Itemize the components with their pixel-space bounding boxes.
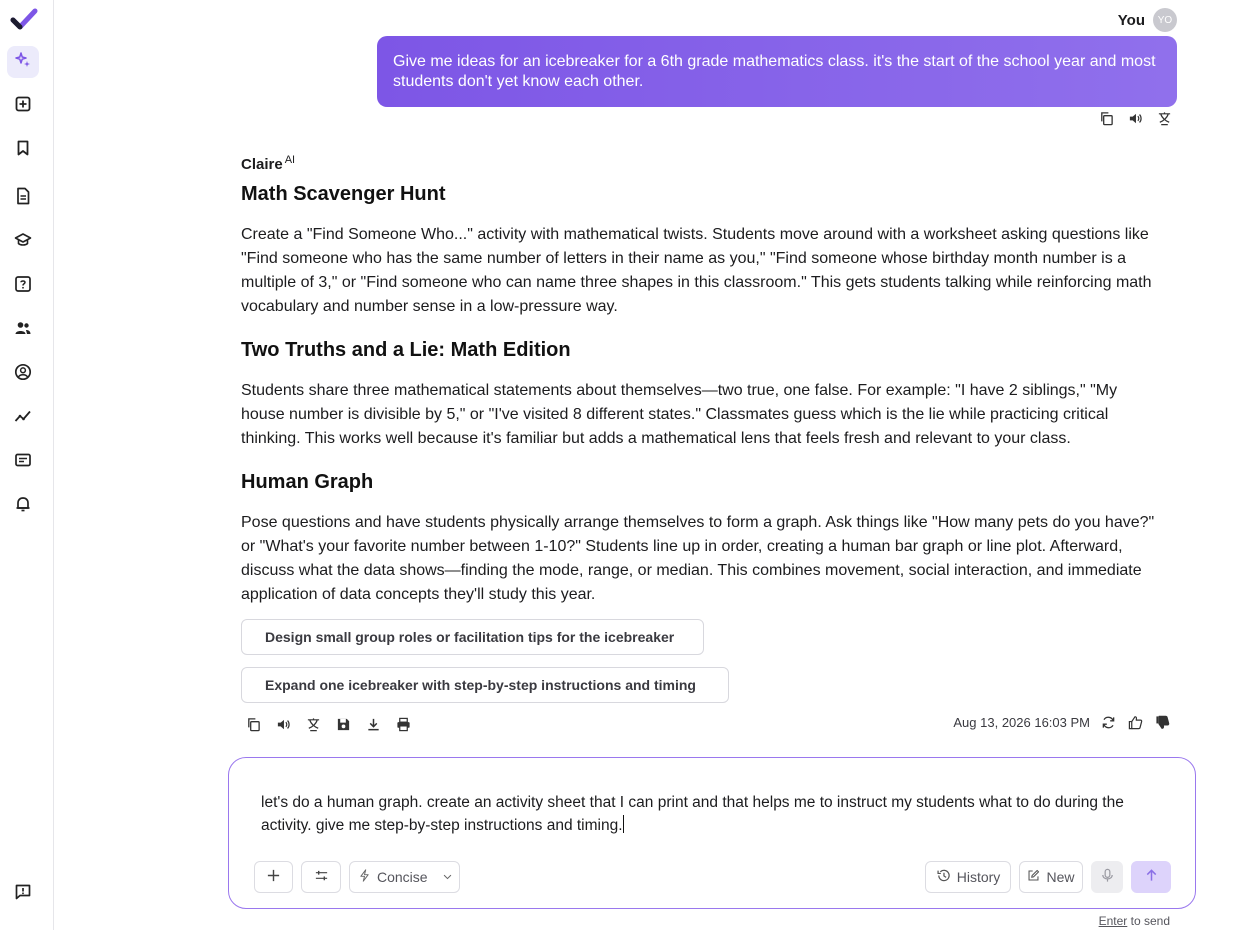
copy-icon[interactable]: [245, 716, 262, 733]
translate-icon[interactable]: [1156, 110, 1173, 127]
section-heading: Math Scavenger Hunt: [241, 183, 446, 205]
section-heading: Two Truths and a Lie: Math Edition: [241, 339, 571, 361]
send-button[interactable]: [1131, 861, 1171, 893]
bookmark-icon: [14, 139, 32, 162]
sidebar-item-users[interactable]: [7, 314, 39, 346]
message-input-text: let's do a human graph. create an activity sheet that I can print and that helps me to instruct my students what to do during the activity. give me step-by-step instructions and timing.: [261, 794, 1124, 834]
plus-icon: [266, 868, 281, 886]
sparkle-icon: [14, 51, 32, 74]
edit-icon: [1027, 869, 1040, 885]
user-message-bubble: Give me ideas for an icebreaker for a 6th grade mathematics class. it's the start of the school year and most students don't yet know each other.: [377, 36, 1177, 107]
sidebar-item-courses[interactable]: [7, 226, 39, 258]
enter-key-label: Enter: [1098, 914, 1128, 928]
speaker-icon[interactable]: [1127, 110, 1144, 127]
sidebar-item-new-document[interactable]: [7, 90, 39, 122]
add-doc-icon: [14, 95, 32, 118]
chevron-down-icon: [442, 869, 453, 885]
ai-message-actions: [245, 716, 412, 733]
sidebar-item-folders[interactable]: [7, 446, 39, 478]
sidebar-item-documents[interactable]: [7, 182, 39, 214]
suggestion-button[interactable]: Expand one icebreaker with step-by-step instructions and timing: [241, 667, 729, 703]
microphone-icon: [1100, 868, 1115, 886]
avatar: YO: [1153, 8, 1177, 32]
download-icon[interactable]: [365, 716, 382, 733]
lightning-icon: [358, 869, 371, 885]
section-heading: Human Graph: [241, 471, 374, 493]
send-hint-text: to send: [1127, 914, 1170, 928]
history-label: History: [956, 869, 1001, 885]
sidebar-item-feedback[interactable]: [7, 878, 39, 910]
translate-icon[interactable]: [305, 716, 322, 733]
section-body: Students share three mathematical statements about themselves—two true, one false. For example: "I have 2 siblings," "My house number is divisible by 5," or "I've visited 8 different states." Classmates guess which is the lie while practicing critical thinking. This works well because it's familiar but adds a mathematical lens that feels fresh and relevant to your class.: [241, 382, 1118, 447]
arrow-up-icon: [1144, 868, 1159, 886]
help-icon: [14, 275, 32, 298]
message-input[interactable]: [261, 791, 1171, 837]
sidebar-item-analytics[interactable]: [7, 402, 39, 434]
profile-icon: [14, 363, 32, 386]
document-icon: [14, 187, 32, 210]
history-icon: [936, 868, 951, 886]
section-body: Pose questions and have students physically arrange themselves to form a graph. Ask things like "How many pets do you have?" or "What's your favorite number between 1-10?" Students line up in order, creating a human bar graph or line plot. Afterward, discuss what the data shows—finding the mode, range, or median. This combines movement, social interaction, and immediate application of data concepts they'll study this year.: [241, 514, 1155, 603]
ai-sender-name: [241, 154, 1161, 173]
sidebar: [0, 0, 54, 930]
suggestion-button[interactable]: Design small group roles or facilitation tips for the icebreaker: [241, 619, 704, 655]
section-body: Create a "Find Someone Who..." activity with mathematical twists. Students move around with a worksheet asking questions like "Find someone who has the same number of letters in their name as you," "Find someone whose birthday month number is a multiple of 3," or "Find someone who can name three shapes in this classroom." This gets students talking while reinforcing math vocabulary and number sense in a low-pressure way.: [241, 226, 1152, 315]
sidebar-item-help[interactable]: [7, 270, 39, 302]
send-hint: [1099, 914, 1170, 928]
ai-name-text: Claire: [241, 156, 283, 173]
feedback-icon: [14, 883, 32, 906]
regenerate-icon[interactable]: [1100, 714, 1117, 731]
speaker-icon[interactable]: [275, 716, 292, 733]
response-mode-label: Concise: [377, 869, 428, 885]
microphone-button[interactable]: [1091, 861, 1123, 893]
new-chat-label: New: [1046, 869, 1075, 885]
sidebar-item-notifications[interactable]: [7, 490, 39, 522]
bell-icon: [14, 495, 32, 518]
ai-message-meta: [953, 714, 1171, 731]
copy-icon[interactable]: [1098, 110, 1115, 127]
save-icon[interactable]: [335, 716, 352, 733]
message-timestamp: Aug 13, 2026 16:03 PM: [953, 715, 1090, 730]
analytics-icon: [14, 407, 32, 430]
sidebar-item-ai-chat[interactable]: [7, 46, 39, 78]
graduation-cap-icon: [14, 231, 32, 254]
message-composer[interactable]: [228, 757, 1196, 909]
folder-icon: [14, 451, 32, 474]
thumbs-up-icon[interactable]: [1127, 714, 1144, 731]
sidebar-item-saved[interactable]: [7, 134, 39, 166]
print-icon[interactable]: [395, 716, 412, 733]
settings-button[interactable]: [301, 861, 341, 893]
ai-badge: AI: [284, 154, 296, 166]
user-message-header: [1118, 8, 1177, 32]
thumbs-down-icon[interactable]: [1154, 714, 1171, 731]
user-name: You: [1117, 11, 1145, 29]
text-caret: [623, 815, 624, 833]
sidebar-item-profile[interactable]: [7, 358, 39, 390]
add-attachment-button[interactable]: [254, 861, 293, 893]
response-mode-select[interactable]: [349, 861, 460, 893]
check-logo-icon[interactable]: [10, 6, 38, 34]
users-icon: [14, 319, 32, 342]
sliders-icon: [314, 868, 329, 886]
new-chat-button[interactable]: [1019, 861, 1083, 893]
ai-message: [241, 154, 1161, 603]
history-button[interactable]: [925, 861, 1011, 893]
user-message-actions: [1098, 110, 1173, 127]
